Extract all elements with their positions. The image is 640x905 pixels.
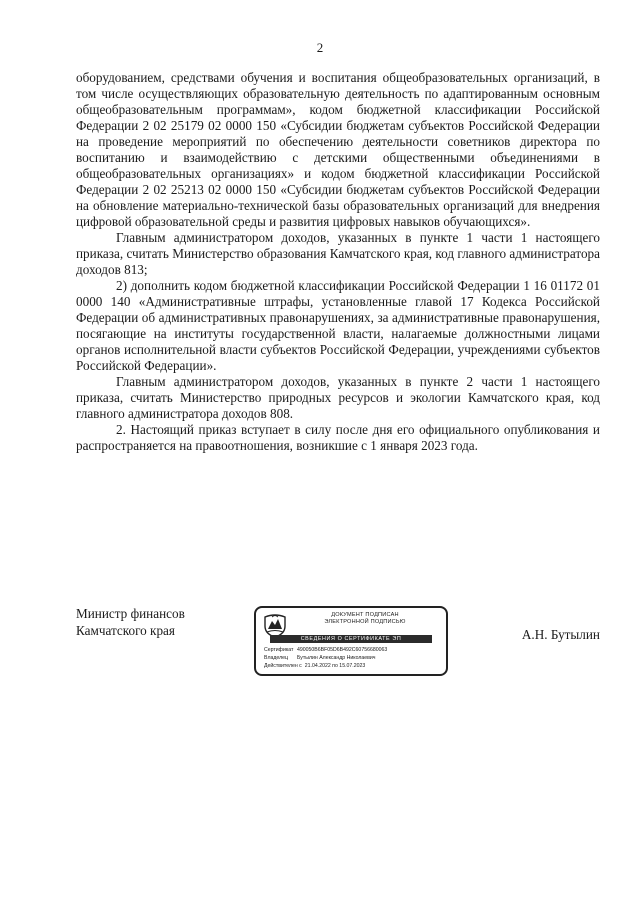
- paragraph-2: Главным администратором доходов, указанных в пункте 1 части 1 настоящего приказа, считать Министерство образования Камчатского края, код главного администратора доходов 813;: [76, 230, 600, 277]
- document-body: [76, 70, 600, 454]
- stamp-validity-value: 21.04.2022 по 15.07.2023: [304, 663, 366, 669]
- stamp-certificate-value: 490050B6BF05D6B492C60756680063: [297, 647, 388, 653]
- paragraph-4: Главным администратором доходов, указанных в пункте 2 части 1 настоящего приказа, считать Министерство природных ресурсов и экологии Камчатского края, код главного администратора доходов 808.: [76, 374, 600, 421]
- electronic-signature-stamp: [254, 606, 448, 676]
- signer-name: А.Н. Бутылин: [521, 627, 600, 642]
- stamp-owner-value: Бутылин Александр Николаевич: [297, 655, 376, 661]
- stamp-validity-row: [264, 662, 442, 670]
- stamp-heading: [290, 612, 440, 626]
- page-number: 2: [316, 40, 324, 55]
- stamp-heading-line-2: ЭЛЕКТРОННОЙ ПОДПИСЬЮ: [324, 619, 406, 625]
- signer-title-line-2: Камчатского края: [76, 622, 175, 638]
- signature-block: [76, 606, 600, 686]
- paragraph-3: 2) дополнить кодом бюджетной классификации Российской Федерации 1 16 01172 01 0000 140 «Административные штрафы, установленные главой 17 Кодекса Российской Федерации об административных правонарушениях, за административные правонарушения, посягающие на институты государственной власти, налагаемые должностными лицами органов исполнительной власти субъектов Российской Федерации, учреждениями субъектов Российской Федерации».: [76, 278, 600, 373]
- stamp-certificate-band: СВЕДЕНИЯ О СЕРТИФИКАТЕ ЭП: [270, 635, 432, 643]
- stamp-certificate-label: Сертификат: [264, 647, 294, 653]
- stamp-validity-label: Действителен с: [264, 663, 302, 669]
- stamp-owner-row: [264, 654, 442, 662]
- paragraph-1: оборудованием, средствами обучения и воспитания общеобразовательных организаций, в том числе осуществляющих образовательную деятельность по адаптированным основным общеобразовательным программам», кодом бюджетной классификации Российской Федерации 2 02 25179 02 0000 150 «Субсидии бюджетам субъектов Российской Федерации на проведение мероприятий по обеспечению деятельности советников директора по воспитанию и взаимодействию с детскими общественными объединениями в общеобразовательных организациях» и кодом бюджетной классификации Российской Федерации 2 02 25213 02 0000 150 «Субсидии бюджетам субъектов Российской Федерации на обновление материально-технической базы образовательных организаций для внедрения цифровой образовательной среды и развития цифровых навыков обучающихся».: [76, 70, 600, 229]
- signer-title-line-1: Министр финансов: [76, 606, 185, 621]
- signer-title: [76, 606, 185, 639]
- stamp-heading-line-1: ДОКУМЕНТ ПОДПИСАН: [331, 612, 399, 618]
- stamp-owner-label: Владелец: [264, 655, 288, 661]
- stamp-certificate-row: [264, 646, 442, 654]
- paragraph-5: 2. Настоящий приказ вступает в силу после дня его официального опубликования и распространяется на правоотношения, возникшие с 1 января 2023 года.: [76, 422, 600, 453]
- stamp-certificate-details: [264, 646, 442, 670]
